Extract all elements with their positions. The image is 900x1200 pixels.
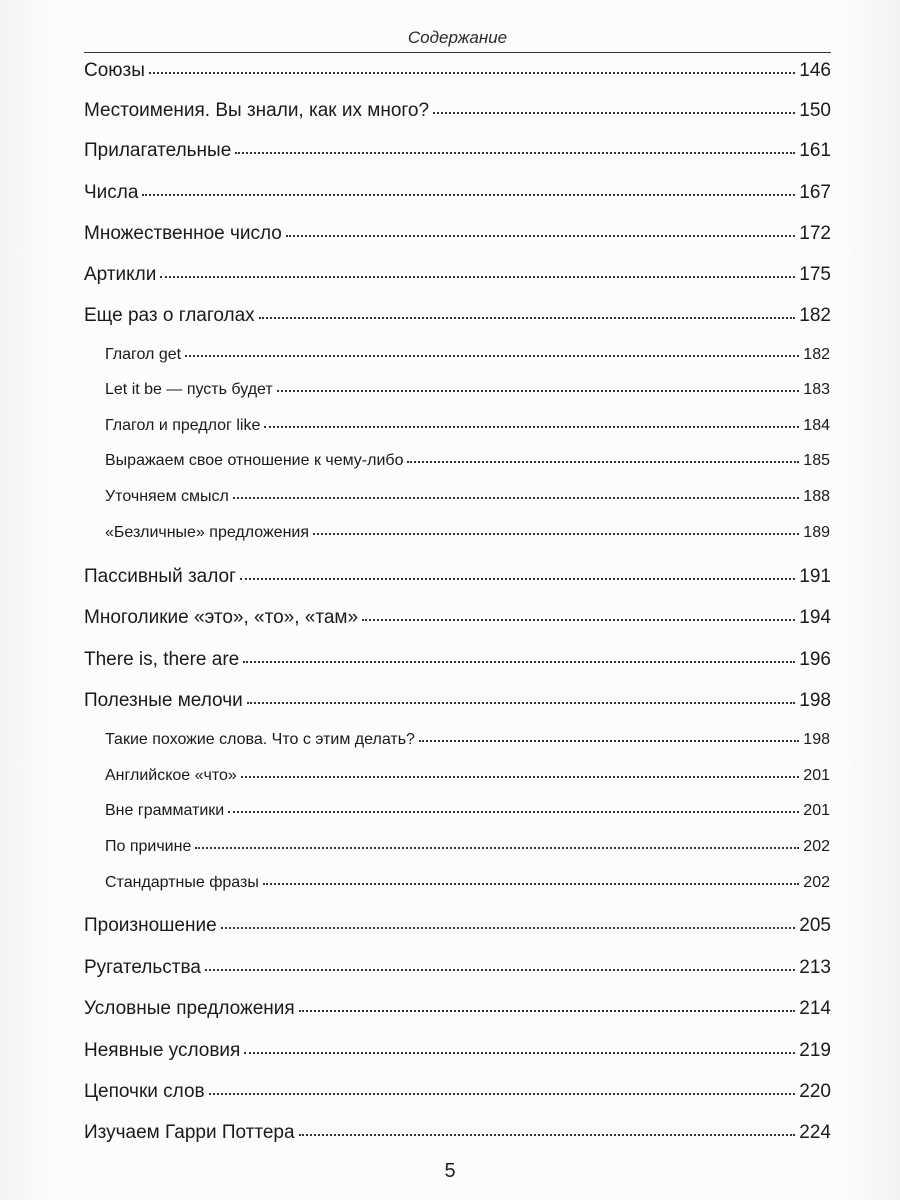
toc-entry-title: Глагол и предлог like xyxy=(105,417,261,434)
toc-entry[interactable] xyxy=(84,1081,831,1103)
toc-entry-page: 182 xyxy=(799,305,831,326)
toc-entry-title: Такие похожие слова. Что с этим делать? xyxy=(105,731,415,748)
toc-entry-title: «Безличные» предложения xyxy=(105,524,310,541)
toc-entry-page: 219 xyxy=(799,1040,831,1061)
toc-entry-page: 213 xyxy=(799,957,831,978)
toc-entry[interactable] xyxy=(84,690,831,712)
toc-entry-page: 188 xyxy=(803,488,830,505)
dot-leader xyxy=(244,1050,795,1054)
dot-leader xyxy=(185,353,799,357)
toc-subentry[interactable] xyxy=(105,767,830,785)
toc-entry-title: Произношение xyxy=(84,915,217,936)
toc-entry[interactable] xyxy=(84,915,831,937)
toc-entry-page: 150 xyxy=(799,100,831,121)
toc-entry-page: 196 xyxy=(799,649,831,670)
dot-leader xyxy=(247,700,796,704)
dot-leader xyxy=(209,1091,796,1095)
toc-entry-title: Полезные мелочи xyxy=(84,690,243,711)
dot-leader xyxy=(235,150,795,154)
toc-subentry[interactable] xyxy=(105,417,830,435)
toc-entry-page: 146 xyxy=(799,60,831,81)
toc-subentry[interactable] xyxy=(105,874,830,892)
toc-entry-title: Множественное число xyxy=(84,223,282,244)
toc-entry-title: Еще раз о глаголах xyxy=(84,305,255,326)
toc-subentry[interactable] xyxy=(105,381,830,399)
dot-leader xyxy=(241,774,799,778)
toc-entry-title: Прилагательные xyxy=(84,140,232,161)
toc-entry-title: Изучаем Гарри Поттера xyxy=(84,1122,295,1143)
toc-entry-title: Стандартные фразы xyxy=(105,874,259,891)
dot-leader xyxy=(264,424,799,428)
toc-entry-title: Неявные условия xyxy=(84,1040,241,1061)
toc-entry-title: Выражаем свое отношение к чему-либо xyxy=(105,452,404,469)
toc-entry-title: Пассивный залог xyxy=(84,566,237,587)
toc-entry-title: Многоликие «это», «то», «там» xyxy=(84,607,359,628)
toc-entry-page: 220 xyxy=(799,1081,831,1102)
toc-entry[interactable] xyxy=(84,182,831,204)
toc-entry-page: 201 xyxy=(803,767,830,784)
toc-entry[interactable] xyxy=(84,140,831,162)
toc-entry-page: 202 xyxy=(803,874,830,891)
toc-entry-title: Глагол get xyxy=(105,346,182,363)
toc-entry[interactable] xyxy=(84,998,831,1020)
toc-entry-title: There is, there are xyxy=(84,649,240,670)
dot-leader xyxy=(243,659,795,663)
toc-entry-page: 189 xyxy=(803,524,830,541)
toc-entry[interactable] xyxy=(84,1040,831,1062)
toc-entry[interactable] xyxy=(84,566,831,588)
toc-entry-title: Ругательства xyxy=(84,957,201,978)
dot-leader xyxy=(149,70,795,74)
toc-entry-page: 205 xyxy=(799,915,831,936)
toc-entry-title: Артикли xyxy=(84,264,157,285)
toc-entry-title: Союзы xyxy=(84,60,145,81)
dot-leader xyxy=(362,617,795,621)
dot-leader xyxy=(233,495,799,499)
toc-entry-page: 185 xyxy=(803,452,830,469)
toc-entry[interactable] xyxy=(84,607,831,629)
toc-entry-page: 161 xyxy=(799,140,831,161)
dot-leader xyxy=(419,738,799,742)
toc-subentry[interactable] xyxy=(105,802,830,820)
toc-entry-page: 224 xyxy=(799,1122,831,1143)
toc-entry[interactable] xyxy=(84,305,831,327)
toc-subentry[interactable] xyxy=(105,524,830,542)
toc-entry-page: 183 xyxy=(803,381,830,398)
toc-entry[interactable] xyxy=(84,649,831,671)
toc-entry-page: 184 xyxy=(803,417,830,434)
toc-entry-page: 214 xyxy=(799,998,831,1019)
toc-entry[interactable] xyxy=(84,100,831,122)
toc-entry-page: 167 xyxy=(799,182,831,203)
toc-entry-page: 198 xyxy=(803,731,830,748)
dot-leader xyxy=(407,459,799,463)
toc-entry-page: 201 xyxy=(803,802,830,819)
toc-entry-title: Числа xyxy=(84,182,139,203)
toc-entry-title: Цепочки слов xyxy=(84,1081,205,1102)
toc-entry-title: По причине xyxy=(105,838,192,855)
toc-subentry[interactable] xyxy=(105,452,830,470)
toc-entry-page: 182 xyxy=(803,346,830,363)
toc-entry-title: Условные предложения xyxy=(84,998,295,1019)
dot-leader xyxy=(160,274,795,278)
toc-subentry[interactable] xyxy=(105,488,830,506)
dot-leader xyxy=(228,809,799,813)
dot-leader xyxy=(221,925,796,929)
page-number: 5 xyxy=(444,1160,456,1182)
dot-leader xyxy=(299,1132,796,1136)
toc-entry-page: 202 xyxy=(803,838,830,855)
toc-entry-title: Местоимения. Вы знали, как их много? xyxy=(84,100,430,121)
dot-leader xyxy=(313,531,799,535)
dot-leader xyxy=(277,388,800,392)
dot-leader xyxy=(286,233,795,237)
toc-entry[interactable] xyxy=(84,957,831,979)
toc-entry-title: Let it be — пусть будет xyxy=(105,381,273,398)
toc-entry[interactable] xyxy=(84,1122,831,1144)
dot-leader xyxy=(205,967,795,971)
toc-entry-page: 191 xyxy=(799,566,831,587)
toc-entry-title: Уточняем смысл xyxy=(105,488,229,505)
toc-entry-title: Английское «что» xyxy=(105,767,237,784)
toc-subentry[interactable] xyxy=(105,731,830,749)
toc-entry-page: 198 xyxy=(799,690,831,711)
toc-entry-page: 175 xyxy=(799,264,831,285)
dot-leader xyxy=(142,192,795,196)
toc-entry-title: Вне грамматики xyxy=(105,802,225,819)
dot-leader xyxy=(299,1008,796,1012)
dot-leader xyxy=(195,845,799,849)
toc-subentry[interactable] xyxy=(105,838,830,856)
toc-entry-page: 194 xyxy=(799,607,831,628)
running-header: Содержание xyxy=(407,28,508,47)
dot-leader xyxy=(240,576,795,580)
toc-entry-page: 172 xyxy=(799,223,831,244)
dot-leader xyxy=(433,110,795,114)
dot-leader xyxy=(263,881,799,885)
toc-entry[interactable] xyxy=(84,60,831,82)
dot-leader xyxy=(259,315,796,319)
toc-entry[interactable] xyxy=(84,223,831,245)
toc-entry[interactable] xyxy=(84,264,831,286)
toc-subentry[interactable] xyxy=(105,346,830,364)
